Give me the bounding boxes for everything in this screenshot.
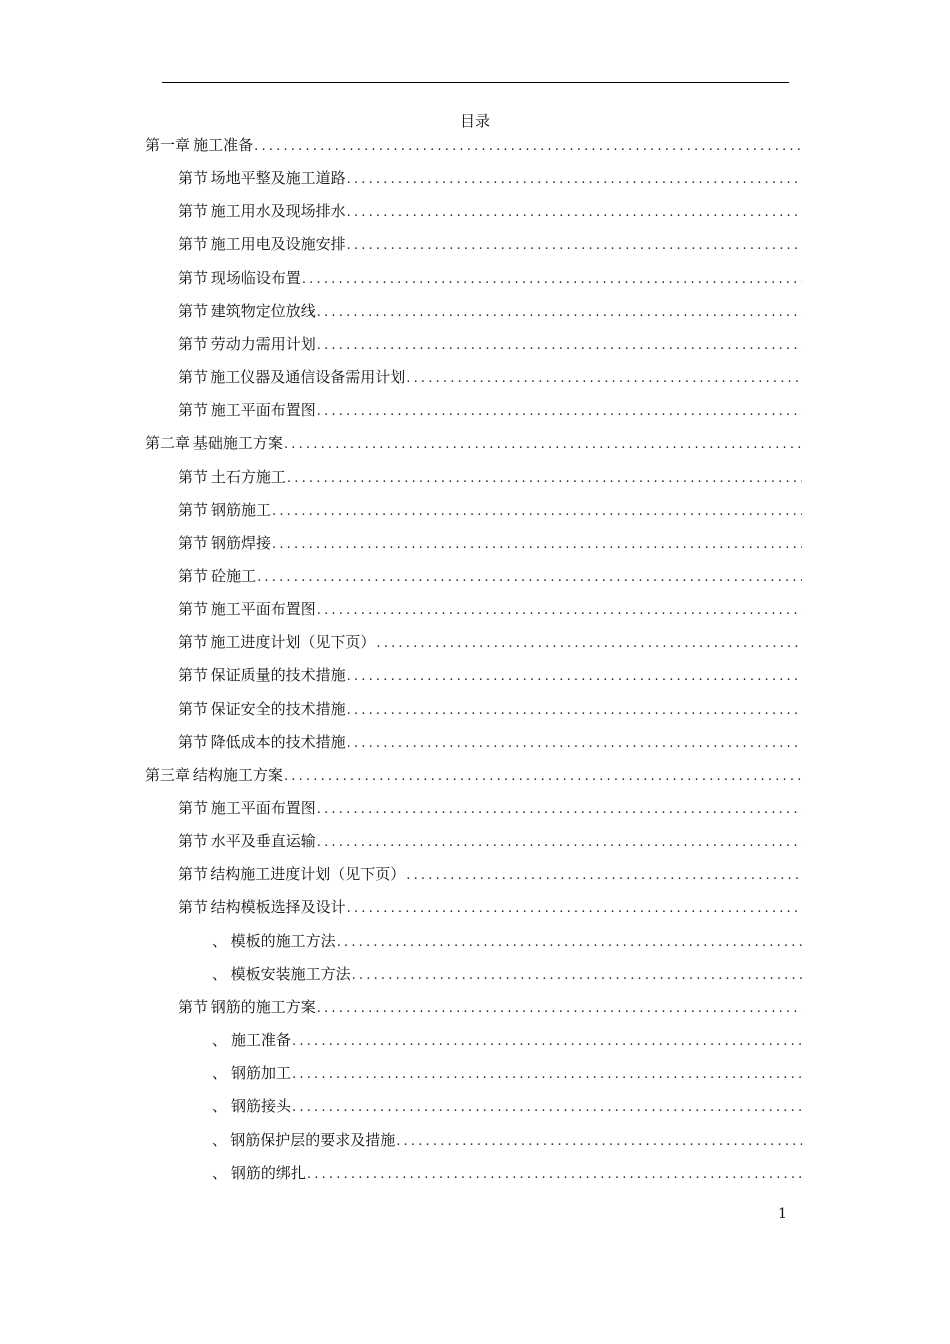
toc-entry-prefix: 第三章	[145, 765, 191, 784]
toc-entry-prefix: 第节	[178, 301, 209, 320]
toc-entry-prefix: 第节	[178, 268, 209, 287]
toc-entry-title: 保证安全的技术措施	[210, 699, 346, 718]
toc-entry-prefix: 第节	[178, 898, 209, 917]
toc-entry-title: 施工平面布置图	[210, 401, 316, 420]
toc-entry-prefix: 第节	[178, 202, 209, 221]
toc-dot-leader	[347, 666, 802, 688]
toc-entry-prefix: 第节	[178, 633, 209, 652]
toc-subsection-entry[interactable]	[212, 1029, 802, 1051]
toc-dot-leader	[337, 932, 802, 954]
toc-entry-title: 钢筋加工	[231, 1064, 292, 1083]
toc-dot-leader	[317, 832, 802, 854]
toc-section-entry[interactable]	[178, 896, 802, 918]
toc-section-entry[interactable]	[178, 863, 802, 885]
toc-dot-leader	[287, 468, 802, 490]
toc-entry-prefix: 第节	[178, 732, 209, 751]
toc-section-entry[interactable]	[178, 631, 802, 653]
toc-entry-title: 施工平面布置图	[210, 600, 316, 619]
toc-entry-prefix: 第节	[178, 368, 209, 387]
toc-entry-title: 结构施工方案	[192, 765, 283, 784]
toc-entry-title: 劳动力需用计划	[210, 334, 316, 353]
toc-chapter-entry[interactable]	[145, 764, 802, 786]
toc-entry-prefix: 第节	[178, 799, 209, 817]
toc-section-entry[interactable]	[178, 366, 802, 388]
toc-entry-title: 现场临设布置	[210, 268, 301, 287]
toc-section-entry[interactable]	[178, 698, 802, 720]
page-number: 1	[778, 1206, 787, 1222]
toc-entry-prefix: 第节	[178, 467, 209, 486]
toc-dot-leader	[406, 865, 802, 887]
toc-entry-title: 结构施工进度计划（见下页）	[210, 865, 406, 884]
toc-entry-prefix: 第节	[178, 832, 209, 851]
toc-dot-leader	[396, 1131, 802, 1153]
toc-entry-title: 结构模板选择及设计	[210, 898, 346, 917]
toc-dot-leader	[284, 766, 802, 788]
toc-section-entry[interactable]	[178, 731, 802, 753]
toc-dot-leader	[352, 965, 802, 987]
toc-entry-title: 场地平整及施工道路	[210, 169, 346, 188]
toc-subsection-entry[interactable]	[212, 930, 802, 952]
toc-dot-leader	[272, 501, 802, 523]
toc-dot-leader	[284, 434, 802, 456]
toc-subsection-entry[interactable]	[212, 1129, 802, 1151]
toc-section-entry[interactable]	[178, 598, 802, 620]
toc-section-entry[interactable]	[178, 300, 802, 322]
toc-section-entry[interactable]	[178, 267, 802, 289]
toc-dot-leader	[307, 1164, 802, 1186]
toc-dot-leader	[347, 202, 802, 224]
toc-entry-prefix: 、	[212, 1130, 228, 1149]
toc-entry-title: 施工用水及现场排水	[210, 202, 346, 221]
toc-chapter-entry[interactable]	[145, 134, 802, 156]
toc-dot-leader	[317, 302, 802, 324]
toc-dot-leader	[292, 1097, 802, 1119]
toc-entry-title: 保证质量的技术措施	[210, 666, 346, 685]
toc-entry-prefix: 第节	[178, 865, 209, 884]
toc-dot-leader	[347, 169, 802, 191]
toc-entry-title: 施工准备	[193, 136, 254, 154]
toc-dot-leader	[292, 1064, 802, 1086]
toc-subsection-entry[interactable]	[212, 1162, 802, 1184]
toc-subsection-entry[interactable]	[212, 1062, 802, 1084]
toc-entry-title: 施工用电及设施安排	[210, 235, 346, 254]
toc-dot-leader	[272, 534, 802, 556]
toc-entry-prefix: 第一章	[145, 136, 191, 154]
toc-entry-prefix: 第节	[178, 533, 209, 552]
toc-section-entry[interactable]	[178, 200, 802, 222]
toc-subsection-entry[interactable]	[212, 1095, 802, 1117]
toc-entry-prefix: 、	[212, 931, 228, 950]
toc-dot-leader	[347, 898, 802, 920]
toc-entry-title: 钢筋的绑扎	[230, 1163, 306, 1182]
toc-subsection-entry[interactable]	[212, 963, 802, 985]
toc-entry-title: 水平及垂直运输	[210, 832, 316, 851]
toc-section-entry[interactable]	[178, 466, 802, 488]
toc-section-entry[interactable]	[178, 532, 802, 554]
toc-section-entry[interactable]	[178, 233, 802, 255]
toc-entry-title: 降低成本的技术措施	[210, 732, 346, 751]
toc-entry-prefix: 第节	[178, 666, 209, 685]
toc-section-entry[interactable]	[178, 996, 802, 1018]
toc-dot-leader	[347, 700, 802, 722]
toc-dot-leader	[302, 269, 802, 291]
toc-section-entry[interactable]	[178, 664, 802, 686]
toc-chapter-entry[interactable]	[145, 432, 802, 454]
toc-dot-leader	[292, 1031, 802, 1053]
toc-entry-prefix: 第节	[178, 401, 209, 420]
toc-entry-prefix: 第节	[178, 997, 209, 1016]
toc-entry-title: 砼施工	[211, 566, 257, 585]
toc-dot-leader	[347, 235, 802, 257]
toc-entry-prefix: 、	[212, 964, 228, 983]
toc-dot-leader	[376, 633, 802, 655]
toc-entry-title: 施工准备	[231, 1031, 292, 1050]
toc-entry-title: 模板安装施工方法	[230, 964, 351, 983]
toc-entry-prefix: 第节	[178, 699, 209, 718]
toc-entry-title: 土石方施工	[210, 467, 286, 486]
toc-entry-prefix: 第节	[178, 500, 209, 519]
toc-entry-prefix: 第节	[178, 169, 209, 188]
toc-entry-title: 钢筋的施工方案	[210, 997, 316, 1016]
toc-entry-title: 建筑物定位放线	[210, 301, 316, 320]
toc-dot-leader	[317, 600, 802, 622]
toc-entry-title: 模板的施工方法	[230, 931, 336, 950]
header-rule	[162, 82, 789, 83]
toc-entry-prefix: 、	[212, 1064, 228, 1083]
toc-entry-prefix: 、	[212, 1097, 228, 1116]
toc-dot-leader	[317, 335, 802, 357]
toc-dot-leader	[317, 401, 802, 423]
toc-section-entry[interactable]	[178, 565, 802, 587]
toc-entry-prefix: 、	[212, 1031, 228, 1050]
toc-title: 目录	[459, 112, 490, 130]
toc-dot-leader	[317, 799, 802, 821]
toc-dot-leader	[254, 136, 802, 158]
toc-entry-prefix: 第节	[178, 334, 209, 353]
toc-entry-title: 钢筋保护层的要求及措施	[230, 1130, 396, 1149]
toc-entry-prefix: 第二章	[145, 434, 191, 453]
toc-dot-leader	[406, 368, 802, 390]
toc-entry-title: 钢筋接头	[231, 1097, 292, 1116]
toc-dot-leader	[317, 998, 802, 1020]
toc-entry-prefix: 第节	[178, 600, 209, 619]
toc-entry-title: 基础施工方案	[192, 434, 283, 453]
toc-section-entry[interactable]	[178, 499, 802, 521]
toc-entry-prefix: 第节	[178, 566, 209, 585]
toc-entry-title: 钢筋施工	[210, 500, 271, 519]
toc-section-entry[interactable]	[178, 797, 802, 819]
toc-entry-title: 钢筋焊接	[210, 533, 271, 552]
toc-entry-prefix: 、	[212, 1163, 228, 1182]
toc-section-entry[interactable]	[178, 333, 802, 355]
toc-entry-prefix: 第节	[178, 235, 209, 254]
toc-dot-leader	[257, 567, 802, 589]
toc-section-entry[interactable]	[178, 399, 802, 421]
toc-dot-leader	[347, 733, 802, 755]
toc-section-entry[interactable]	[178, 830, 802, 852]
toc-entry-title: 施工平面布置图	[210, 799, 316, 817]
toc-section-entry[interactable]	[178, 167, 802, 189]
toc-entry-title: 施工仪器及通信设备需用计划	[210, 368, 406, 387]
toc-entry-title: 施工进度计划（见下页）	[210, 633, 376, 652]
